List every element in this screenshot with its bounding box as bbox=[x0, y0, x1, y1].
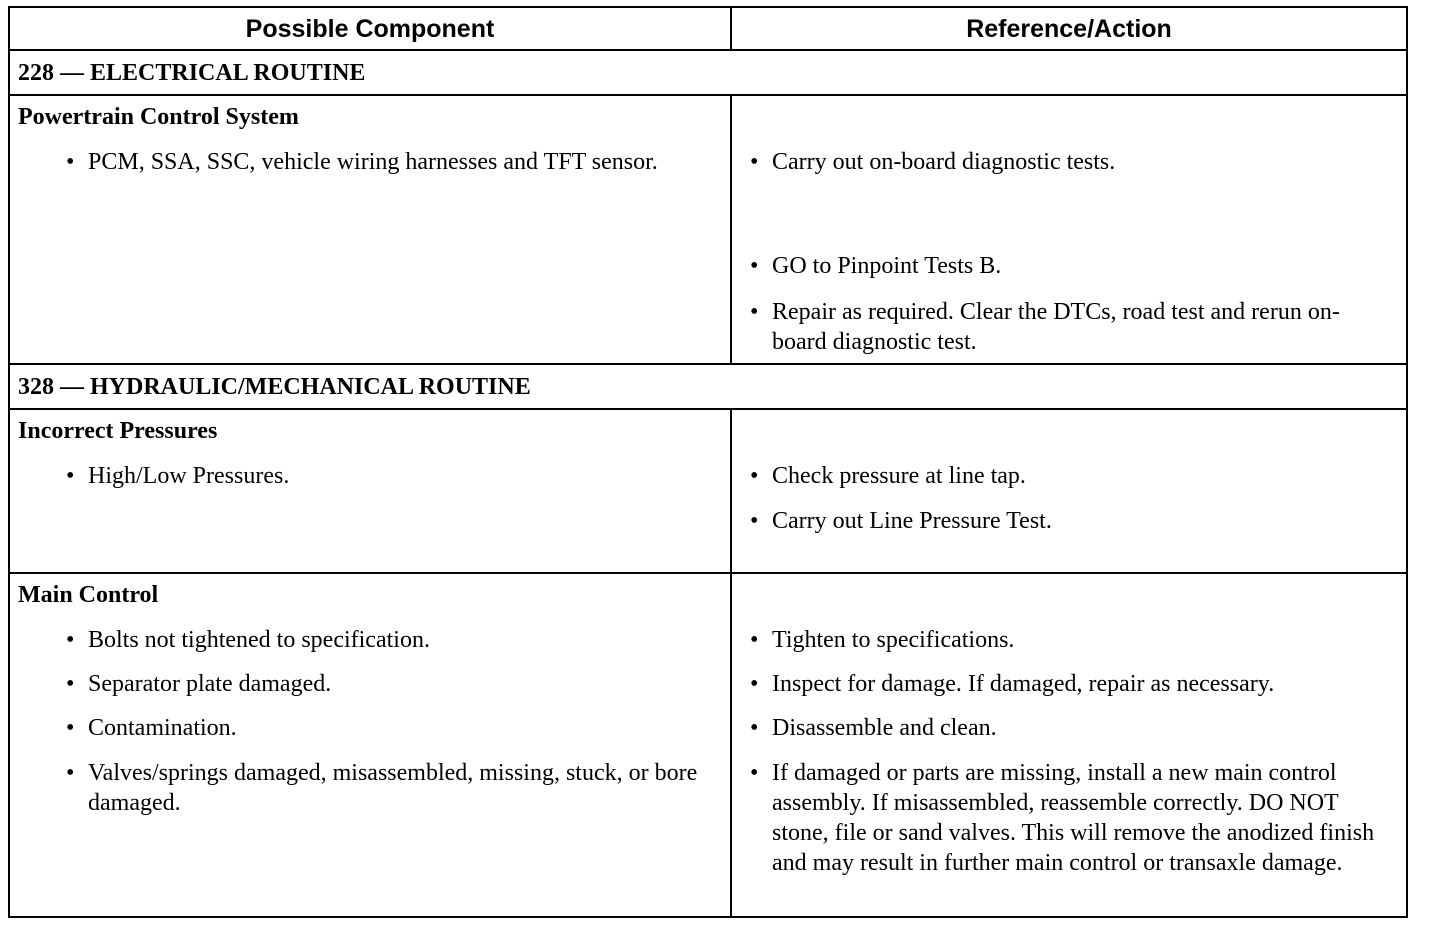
section-title-hydraulic-mechanical-routine: 328 — HYDRAULIC/MECHANICAL ROUTINE bbox=[18, 374, 531, 400]
action-item: • Tighten to specifications. bbox=[750, 627, 1015, 653]
section-2-top-divider bbox=[8, 363, 1408, 365]
column-divider bbox=[730, 408, 732, 918]
bullet: • bbox=[66, 715, 75, 741]
bullet: • bbox=[66, 627, 75, 653]
bullet: • bbox=[750, 508, 759, 534]
action-item: • Carry out Line Pressure Test. bbox=[750, 508, 1052, 534]
bullet: • bbox=[750, 671, 759, 697]
action-item: • Repair as required. Clear the DTCs, road test and rerun on-board diagnostic test. bbox=[750, 299, 1340, 355]
bullet: • bbox=[66, 760, 75, 786]
component-item: • Contamination. bbox=[66, 715, 237, 741]
section-1-divider bbox=[8, 94, 1408, 96]
bullet: • bbox=[66, 149, 75, 175]
action-item: • If damaged or parts are missing, install a new main control assembly. If misassembled, reassemble correctly. DO NOT stone, file or sand valves. This will remove the anodized finish and may result in further main control or transaxle damage. bbox=[750, 760, 1375, 876]
bullet: • bbox=[66, 463, 75, 489]
column-header-possible-component: Possible Component bbox=[245, 14, 495, 43]
component-item: • High/Low Pressures. bbox=[66, 463, 290, 489]
bullet: • bbox=[750, 760, 759, 786]
bullet: • bbox=[66, 671, 75, 697]
section-2-divider bbox=[8, 408, 1408, 410]
group-title-main-control: Main Control bbox=[18, 582, 159, 608]
component-item: • Separator plate damaged. bbox=[66, 671, 332, 697]
group-divider bbox=[8, 572, 1408, 574]
bullet: • bbox=[750, 463, 759, 489]
bullet: • bbox=[750, 149, 759, 175]
action-item: • Carry out on-board diagnostic tests. bbox=[750, 149, 1116, 175]
component-item: • PCM, SSA, SSC, vehicle wiring harnesses and TFT sensor. bbox=[66, 149, 658, 175]
action-item: • GO to Pinpoint Tests B. bbox=[750, 253, 1002, 279]
bullet: • bbox=[750, 715, 759, 741]
action-item: • Disassemble and clean. bbox=[750, 715, 997, 741]
column-header-reference-action: Reference/Action bbox=[966, 14, 1172, 43]
component-item: • Bolts not tightened to specification. bbox=[66, 627, 430, 653]
action-item: • Inspect for damage. If damaged, repair as necessary. bbox=[750, 671, 1275, 697]
bullet: • bbox=[750, 299, 759, 325]
group-title-incorrect-pressures: Incorrect Pressures bbox=[18, 418, 218, 444]
section-title-electrical-routine: 228 — ELECTRICAL ROUTINE bbox=[18, 60, 366, 86]
bullet: • bbox=[750, 253, 759, 279]
group-title-powertrain-control-system: Powertrain Control System bbox=[18, 104, 299, 130]
column-divider bbox=[730, 94, 732, 365]
action-item: • Check pressure at line tap. bbox=[750, 463, 1026, 489]
component-item: • Valves/springs damaged, misassembled, missing, stuck, or bore damaged. bbox=[66, 760, 698, 816]
bullet: • bbox=[750, 627, 759, 653]
